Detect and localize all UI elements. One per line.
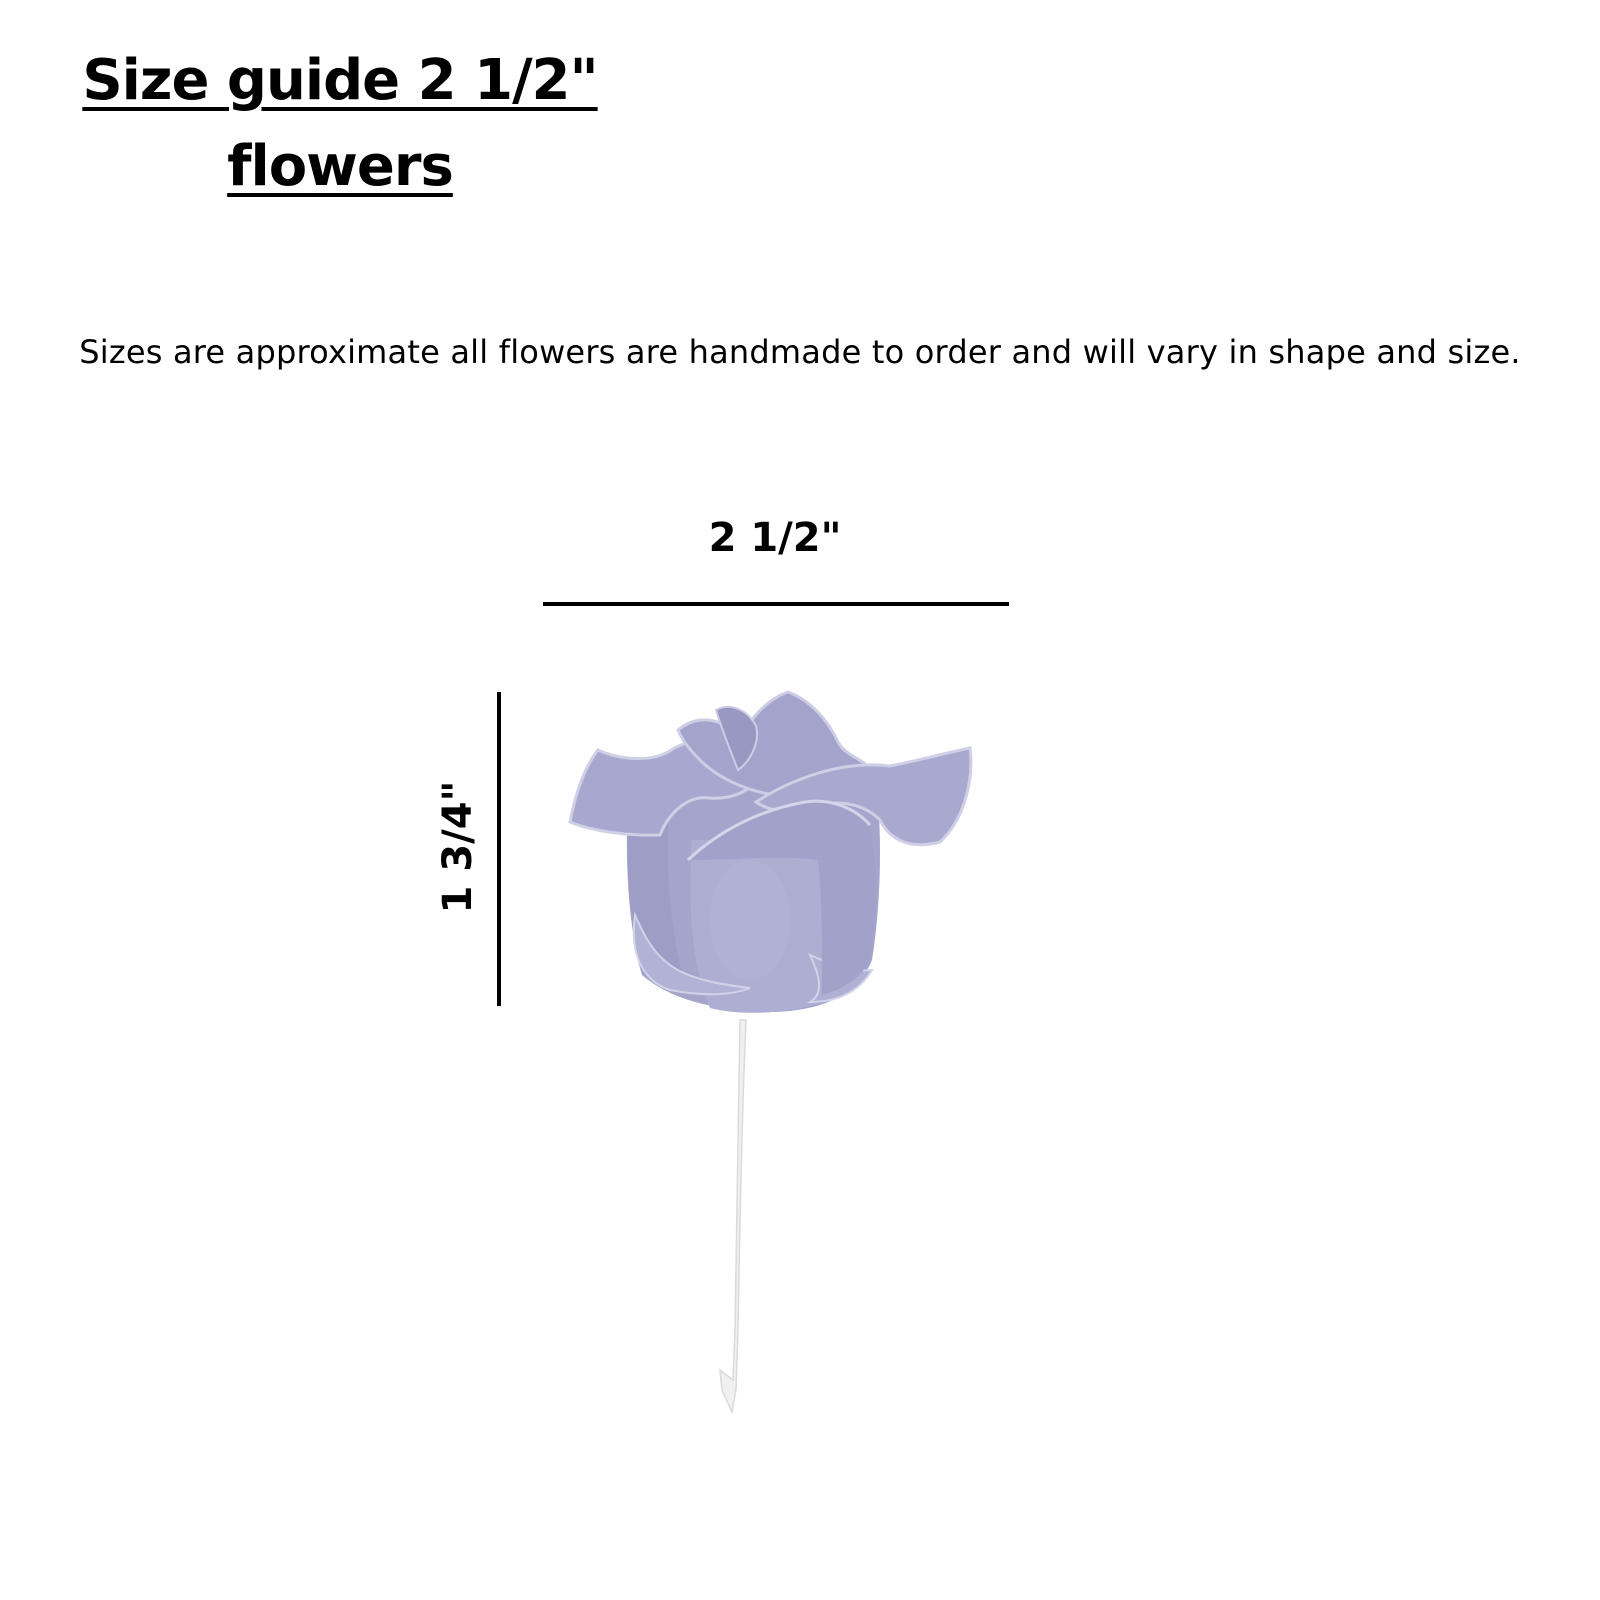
height-dimension-label: 1 3/4" xyxy=(435,780,481,914)
page-title: Size guide 2 1/2" flowers xyxy=(82,48,598,199)
rose-flower-photo xyxy=(560,690,1020,1430)
width-dimension-line xyxy=(543,602,1009,606)
flower-stem xyxy=(720,1020,746,1412)
width-dimension-label: 2 1/2" xyxy=(708,515,842,561)
height-dimension-line xyxy=(497,692,501,1006)
size-disclaimer: Sizes are approximate all flowers are handmade to order and will vary in shape and size. xyxy=(79,333,1521,371)
